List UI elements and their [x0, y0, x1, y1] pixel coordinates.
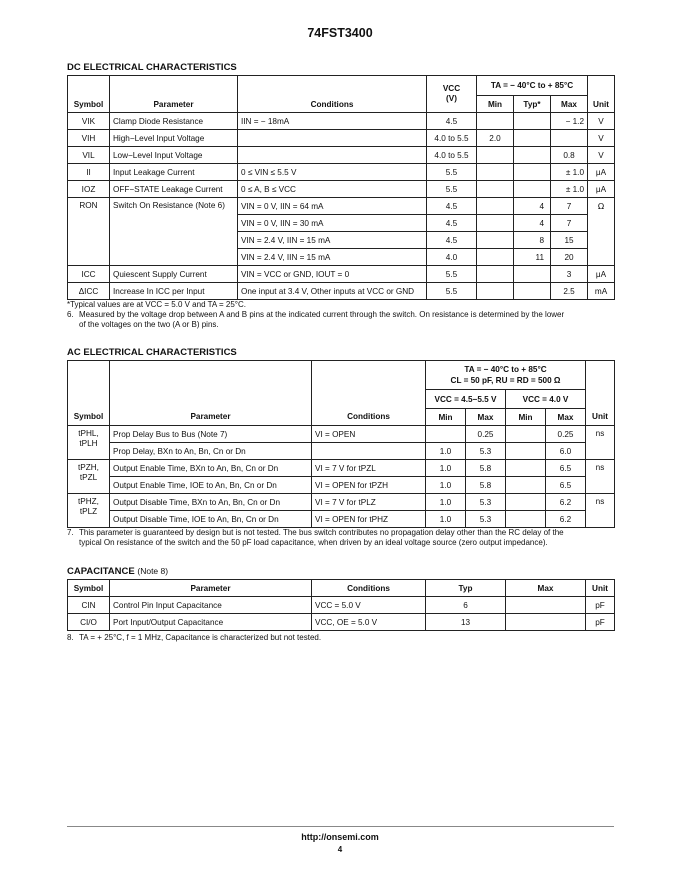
footnote-typical: *Typical values are at VCC = 5.0 V and TA = 25°C.	[67, 300, 246, 309]
dc-characteristics-table	[67, 75, 615, 300]
cell-typ	[514, 113, 551, 130]
cell-unit: μA	[588, 181, 615, 198]
ac-footnotes	[67, 528, 617, 548]
ac-header-symbol: Symbol	[68, 409, 110, 426]
cell-max: 6.5	[546, 460, 586, 477]
cell-max: 5.3	[466, 511, 506, 528]
cell-conditions: VIN = 0 V, IIN = 64 mA	[238, 198, 427, 215]
capacitance-section-title: CAPACITANCE (Note 8)	[67, 566, 169, 577]
cell-max: 7	[551, 198, 588, 215]
cell-min: 1.0	[426, 494, 466, 511]
cell-symbol: ΔICC	[68, 283, 110, 300]
cell-typ	[514, 283, 551, 300]
cell-max	[506, 597, 586, 614]
cell-conditions: VIN = VCC or GND, IOUT = 0	[238, 266, 427, 283]
dc-footnotes	[67, 300, 617, 330]
cell-max: 7	[551, 215, 588, 232]
cell-max: 6.2	[546, 511, 586, 528]
ac-section-title: AC ELECTRICAL CHARACTERISTICS	[67, 347, 237, 358]
cell-parameter: Low−Level Input Voltage	[110, 147, 238, 164]
cell-symbol: ICC	[68, 266, 110, 283]
cell-vcc: 5.5	[427, 181, 477, 198]
ac-header-max: Max	[546, 409, 586, 426]
footnote-7: 7. This parameter is guaranteed by design but is not tested. The bus switch contributes no propagation delay other than the RC delay of the	[67, 528, 564, 537]
cell-parameter: Output Enable Time, IOE to An, Bn, Cn or Dn	[110, 477, 312, 494]
ac-header-vcc-40: VCC = 4.0 V	[506, 390, 586, 409]
table-row	[68, 494, 615, 511]
dc-header-typ: Typ*	[514, 96, 551, 113]
cell-vcc: 4.5	[427, 232, 477, 249]
cell-unit: ns	[586, 494, 615, 528]
table-row	[68, 198, 615, 215]
cell-typ: 6	[426, 597, 506, 614]
cell-parameter: Port Input/Output Capacitance	[110, 614, 312, 631]
ac-header-min: Min	[426, 409, 466, 426]
cell-min	[477, 113, 514, 130]
cell-parameter: Clamp Diode Resistance	[110, 113, 238, 130]
footnote-8: 8. TA = + 25°C, f = 1 MHz, Capacitance is characterized but not tested.	[67, 633, 322, 642]
cell-min	[506, 477, 546, 494]
table-row	[68, 130, 615, 147]
cell-min: 1.0	[426, 511, 466, 528]
cell-max: 5.3	[466, 494, 506, 511]
dc-header-symbol: Symbol	[68, 76, 110, 113]
cell-max: 15	[551, 232, 588, 249]
cell-min	[477, 283, 514, 300]
cell-max	[551, 130, 588, 147]
cell-min: 1.0	[426, 477, 466, 494]
cell-conditions: One input at 3.4 V, Other inputs at VCC or GND	[238, 283, 427, 300]
cell-typ: 8	[514, 232, 551, 249]
cell-max	[506, 614, 586, 631]
cell-symbol: VIK	[68, 113, 110, 130]
cell-max: 5.8	[466, 460, 506, 477]
cell-typ	[514, 164, 551, 181]
cell-parameter: Input Leakage Current	[110, 164, 238, 181]
cell-typ	[514, 266, 551, 283]
ac-header-blank	[312, 361, 426, 390]
cell-conditions: VI = 7 V for tPLZ	[312, 494, 426, 511]
cell-min	[477, 164, 514, 181]
capacitance-footnote	[67, 633, 617, 643]
cell-conditions	[312, 443, 426, 460]
cell-symbol: RON	[68, 198, 110, 266]
cell-symbol: VIL	[68, 147, 110, 164]
table-row	[68, 181, 615, 198]
cell-vcc: 5.5	[427, 266, 477, 283]
cell-symbol: VIH	[68, 130, 110, 147]
cell-vcc: 4.0	[427, 249, 477, 266]
cell-conditions	[238, 147, 427, 164]
cell-unit: ns	[586, 460, 615, 494]
cell-symbol: tPHL, tPLH	[68, 426, 110, 460]
footnote-6-continued: of the voltages on the two (A or B) pins.	[79, 320, 219, 329]
table-row	[68, 147, 615, 164]
page-title: 74FST3400	[307, 26, 373, 40]
ac-header-blank	[586, 361, 615, 390]
cell-vcc: 4.0 to 5.5	[427, 147, 477, 164]
table-row	[68, 511, 615, 528]
cell-parameter: Increase In ICC per Input	[110, 283, 238, 300]
cell-unit: V	[588, 130, 615, 147]
ac-header-max: Max	[466, 409, 506, 426]
cell-vcc: 4.5	[427, 215, 477, 232]
dc-header-temp-range: TA = − 40°C to + 85°C	[477, 76, 588, 96]
dc-header-max: Max	[551, 96, 588, 113]
cell-min	[477, 232, 514, 249]
cell-min	[477, 198, 514, 215]
cell-unit: pF	[586, 597, 615, 614]
cell-max: 2.5	[551, 283, 588, 300]
cell-typ: 13	[426, 614, 506, 631]
cell-max: − 1.2	[551, 113, 588, 130]
cell-vcc: 4.5	[427, 198, 477, 215]
cell-parameter: Prop Delay Bus to Bus (Note 7)	[110, 426, 312, 443]
cell-min: 2.0	[477, 130, 514, 147]
cell-max: ± 1.0	[551, 181, 588, 198]
cell-max: 20	[551, 249, 588, 266]
ac-header-blank	[68, 361, 110, 390]
cell-vcc: 5.5	[427, 283, 477, 300]
cell-typ	[514, 130, 551, 147]
cell-unit: mA	[588, 283, 615, 300]
ac-header-blank	[312, 390, 426, 409]
table-row	[68, 266, 615, 283]
table-row	[68, 426, 615, 443]
cell-parameter: OFF−STATE Leakage Current	[110, 181, 238, 198]
ac-header-vcc-45-55: VCC = 4.5−5.5 V	[426, 390, 506, 409]
cell-typ: 4	[514, 215, 551, 232]
cell-conditions: VIN = 2.4 V, IIN = 15 mA	[238, 249, 427, 266]
cell-min	[506, 494, 546, 511]
cell-parameter: Output Disable Time, BXn to An, Bn, Cn or Dn	[110, 494, 312, 511]
cell-max: 6.0	[546, 443, 586, 460]
cell-parameter: Output Disable Time, IOE to An, Bn, Cn or Dn	[110, 511, 312, 528]
cell-unit: μA	[588, 164, 615, 181]
cell-min	[477, 266, 514, 283]
cap-header-typ: Typ	[426, 580, 506, 597]
cell-min: 1.0	[426, 443, 466, 460]
cell-conditions	[238, 130, 427, 147]
dc-header-vcc: VCC (V)	[427, 76, 477, 113]
dc-header-conditions: Conditions	[238, 76, 427, 113]
cell-parameter: High−Level Input Voltage	[110, 130, 238, 147]
cell-typ: 4	[514, 198, 551, 215]
cell-min	[506, 511, 546, 528]
ac-header-conditions-label: Conditions	[312, 409, 426, 426]
cell-parameter: Control Pin Input Capacitance	[110, 597, 312, 614]
cell-min	[477, 147, 514, 164]
cell-vcc: 4.0 to 5.5	[427, 130, 477, 147]
footnote-6: 6. Measured by the voltage drop between A and B pins at the indicated current through the switch. On resistance is determined by the lower	[67, 310, 565, 319]
cell-conditions: VI = OPEN for tPHZ	[312, 511, 426, 528]
cell-unit: ns	[586, 426, 615, 460]
cell-conditions: VCC, OE = 5.0 V	[312, 614, 426, 631]
cell-max: 3	[551, 266, 588, 283]
dc-header-min: Min	[477, 96, 514, 113]
cell-typ: 11	[514, 249, 551, 266]
cap-header-max: Max	[506, 580, 586, 597]
table-row	[68, 443, 615, 460]
cell-conditions: 0 ≤ A, B ≤ VCC	[238, 181, 427, 198]
cell-unit: V	[588, 113, 615, 130]
page-number: 4	[337, 845, 343, 854]
cell-min	[477, 215, 514, 232]
cell-conditions: VI = OPEN for tPZH	[312, 477, 426, 494]
table-row	[68, 283, 615, 300]
cap-header-symbol: Symbol	[68, 580, 110, 597]
cell-symbol: tPHZ, tPLZ	[68, 494, 110, 528]
cell-conditions: 0 ≤ VIN ≤ 5.5 V	[238, 164, 427, 181]
cell-min	[506, 426, 546, 443]
cell-min: 1.0	[426, 460, 466, 477]
cell-typ	[514, 181, 551, 198]
cell-conditions: VIN = 0 V, IIN = 30 mA	[238, 215, 427, 232]
cell-symbol: IOZ	[68, 181, 110, 198]
table-row	[68, 614, 615, 631]
cell-min	[426, 426, 466, 443]
cell-min	[477, 249, 514, 266]
cell-parameter: Prop Delay, BXn to An, Bn, Cn or Dn	[110, 443, 312, 460]
cell-max: 0.8	[551, 147, 588, 164]
cell-vcc: 4.5	[427, 113, 477, 130]
ac-header-conditions: TA = − 40°C to + 85°C CL = 50 pF, RU = RD = 500 Ω	[426, 361, 586, 390]
cell-symbol: II	[68, 164, 110, 181]
cell-conditions: VCC = 5.0 V	[312, 597, 426, 614]
cell-parameter: Switch On Resistance (Note 6)	[110, 198, 238, 266]
cell-symbol: CIN	[68, 597, 110, 614]
cell-min	[506, 460, 546, 477]
cell-max: 6.5	[546, 477, 586, 494]
ac-header-blank	[586, 390, 615, 409]
cell-symbol: CI/O	[68, 614, 110, 631]
table-row	[68, 597, 615, 614]
table-row	[68, 113, 615, 130]
cell-symbol: tPZH, tPZL	[68, 460, 110, 494]
cell-min	[506, 443, 546, 460]
cell-min	[477, 181, 514, 198]
cell-parameter: Output Enable Time, BXn to An, Bn, Cn or Dn	[110, 460, 312, 477]
capacitance-table	[67, 579, 615, 631]
table-row	[68, 477, 615, 494]
ac-header-min: Min	[506, 409, 546, 426]
ac-characteristics-table	[67, 360, 615, 528]
ac-header-parameter: Parameter	[110, 409, 312, 426]
dc-header-parameter: Parameter	[110, 76, 238, 113]
cell-max: 6.2	[546, 494, 586, 511]
ac-header-unit: Unit	[586, 409, 615, 426]
footer-divider	[67, 826, 614, 827]
footer-url-link[interactable]: http://onsemi.com	[301, 832, 379, 842]
cell-unit: V	[588, 147, 615, 164]
ac-header-blank	[110, 390, 312, 409]
cell-conditions: VI = OPEN	[312, 426, 426, 443]
cell-max: 0.25	[546, 426, 586, 443]
footnote-7-continued: typical On resistance of the switch and the 50 pF load capacitance, when driven by an ideal voltage source (zero output impedance).	[79, 538, 548, 547]
cell-conditions: IIN = − 18mA	[238, 113, 427, 130]
cell-conditions: VI = 7 V for tPZL	[312, 460, 426, 477]
cell-max: 0.25	[466, 426, 506, 443]
cell-unit: Ω	[588, 198, 615, 266]
cap-header-conditions: Conditions	[312, 580, 426, 597]
cell-conditions: VIN = 2.4 V, IIN = 15 mA	[238, 232, 427, 249]
cap-header-unit: Unit	[586, 580, 615, 597]
ac-header-blank	[68, 390, 110, 409]
cell-typ	[514, 147, 551, 164]
table-row	[68, 164, 615, 181]
cell-vcc: 5.5	[427, 164, 477, 181]
ac-header-blank	[110, 361, 312, 390]
cell-max: 5.3	[466, 443, 506, 460]
dc-header-unit: Unit	[588, 76, 615, 113]
dc-section-title: DC ELECTRICAL CHARACTERISTICS	[67, 62, 237, 73]
cell-max: ± 1.0	[551, 164, 588, 181]
cell-max: 5.8	[466, 477, 506, 494]
table-row	[68, 460, 615, 477]
cell-unit: pF	[586, 614, 615, 631]
cell-unit: μA	[588, 266, 615, 283]
cap-header-parameter: Parameter	[110, 580, 312, 597]
cell-parameter: Quiescent Supply Current	[110, 266, 238, 283]
